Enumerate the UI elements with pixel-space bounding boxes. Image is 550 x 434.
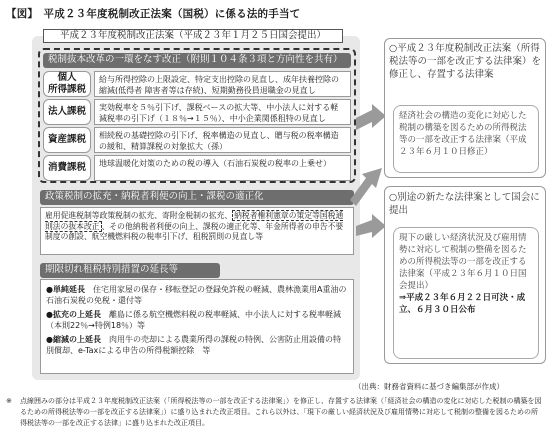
new-bill-detail (393, 227, 539, 359)
extension-item-reduced: ●縮減の上延長 肉用牛の売却による農業所得の課税の特例、公害防止用設備の特別償却、e-Taxによる申告の所得税額控除 等 (46, 335, 341, 355)
row-text: 地球温暖化対策のための税の導入（石油石炭税の税率の上乗せ） (94, 155, 351, 181)
taxpayer-charter-highlight: 納税者権利憲章の策定等国税通則法の抜本改正 (45, 211, 344, 231)
row-text: 実効税率を５％引下げ、課税ベースの拡大等、中小法人に対する軽減税率の引下げ（１８％→１５％）、中小企業関係租特の見直し (94, 99, 351, 125)
extension-item-simple: ●単純延長 住宅用家屋の保存・移転登記の登録免許税の軽減、農林漁業用A重油の石油石炭税の免税・還付等 (46, 285, 347, 305)
new-bill-result: ⇒平成２３年６月２２日可決・成立、６月３０日公布 (399, 293, 526, 315)
new-bill-heading: ○別途の新たな法律案として国会に提出 (389, 192, 540, 216)
policy-tax-text-a: 雇用促進税制等政策税制の拡充、寄附金税制の拡充、 (45, 211, 233, 220)
row-label: 法人課税 (43, 99, 91, 125)
extension-header: 期限切れ租税特別措置の延長等 (40, 263, 220, 278)
footnote-text: 点線囲みの部分は平成２３年度税制改正法案（「所得税法等の一部を改正する法律案」）を修正し、存置する法律案（「経済社会の構造の変化に対応した税制の構築を図るための所得税法等の一部を改正する法律案」）に盛り込まれた改正項目。これら以外は、「現下の厳しい経済状況及び雇用情勢に対応して税制の整備を図るための所得税法等の一部を改正する法律」に盛り込まれた改正項目。 (20, 397, 542, 427)
fundamental-reform-header: 税制抜本改革の一環をなす改正（附則１０４条３項と方向性を共有） (43, 53, 351, 68)
bill-submission-bar: 平成２３年度税制改正法案（平成２３年１月２５日国会提出） (43, 29, 343, 43)
footnote-mark: ※ (6, 397, 12, 405)
row-text: 相続税の基礎控除の引下げ、税率構造の見直し、贈与税の税率構造の緩和、精算課税の対象拡大（孫） (94, 127, 351, 153)
source-note: （出典：財務省資料に基づき編集部が作成） (354, 382, 504, 391)
new-bill-box (384, 186, 546, 364)
arrow-to-new-bill (356, 214, 386, 238)
amended-bill-name: 経済社会の構造の変化に対応した税制の構築を図るための所得税法等の一部を改正する法律案（平成２３年６月１０日修正） (393, 105, 539, 173)
policy-tax-text-c: 、その他納税者利便の向上、課税の適正化等、年金所得者の申告不要制度の創設、航空機燃料税の税率引下げ、租税罰則の見直し等 (45, 221, 344, 241)
figure-title: 【図】 平成２３年度税制改正法案（国税）に係る法的手当て (6, 8, 301, 20)
row-label: 資産課税 (43, 127, 91, 153)
amended-bill-box (384, 38, 546, 178)
policy-tax-header: 政策税制の拡充・納税者利便の向上・課税の適正化 (40, 190, 354, 205)
arrow-to-amended-bill-2 (350, 168, 382, 206)
row-label: 個人 所得課税 (43, 71, 91, 97)
row-label: 消費課税 (43, 155, 91, 181)
extension-item-expanded: ●拡充の上延長 離島に係る航空機燃料税の税率軽減、中小法人に対する税率軽減（本則22％→特例18％）等 (46, 310, 341, 330)
amended-bill-heading: ○平成２３年度税制改正法案（所得税法等の一部を改正する法律案）を修正し、存置する法律案 (389, 43, 542, 80)
new-bill-name: 現下の厳しい経済状況及び雇用情勢に対応して税制の整備を図るための所得税法等の一部を改正する法律案（平成２３年６月１０日国会提出） (399, 233, 527, 291)
row-text: 給与所得控除の上限設定、特定支出控除の見直し、成年扶養控除の縮減(低得者 障害者等は存続)、短期勤務役員退職金の見直し (94, 71, 351, 97)
arrow-to-amended-bill (356, 104, 386, 130)
